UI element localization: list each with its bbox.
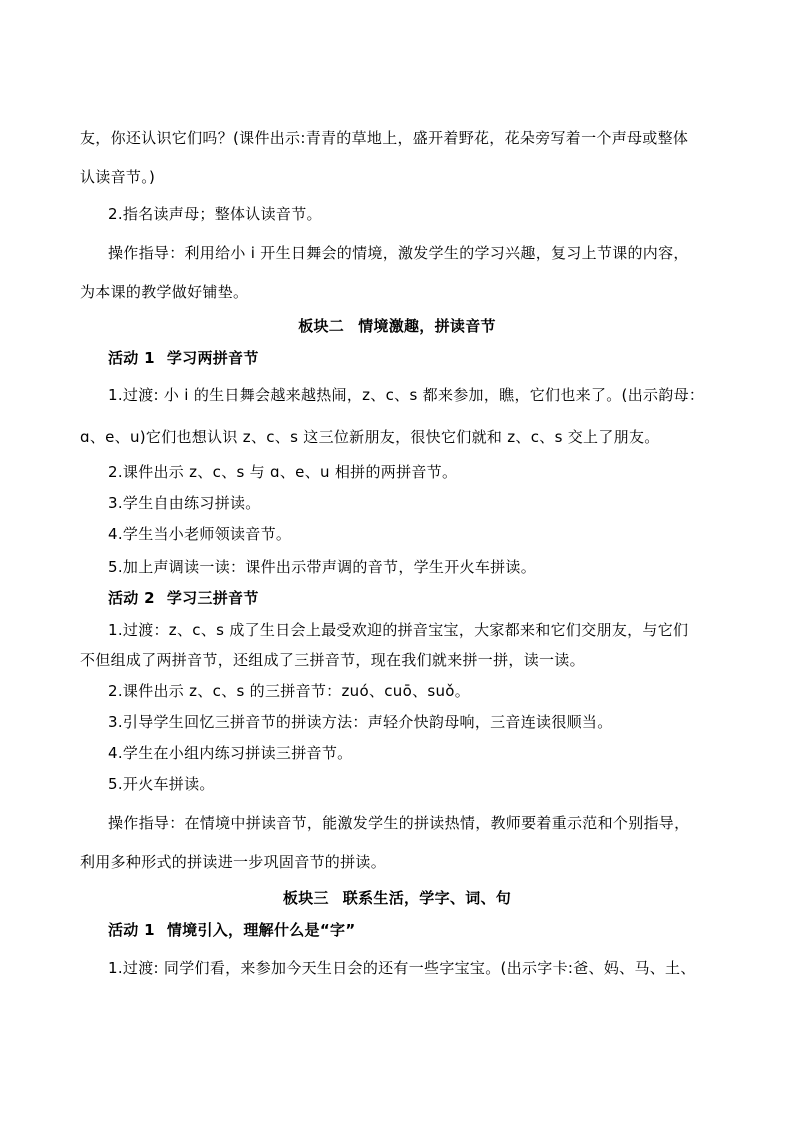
paragraph-line: ɑ、e、u)它们也想认识 z、c、s 这三位新朋友，很快它们就和 z、c、s 交上了朋友。 [80,428,660,446]
paragraph-line: 1.过渡: 同学们看，来参加今天生日会的还有一些字宝宝。(出示字卡:爸、妈、马、土、 [108,959,696,977]
activity-heading [108,349,259,367]
paragraph-line: 认读音节。) [80,168,156,186]
list-item: 3.引导学生回忆三拼音节的拼读方法：声轻介快韵母响，三音连读很顺当。 [108,713,613,731]
paragraph-line: 1.过渡：z、c、s 成了生日会上最受欢迎的拼音宝宝，大家都来和它们交朋友，与它们 [108,621,689,639]
activity-title: 学习三拼音节 [166,589,259,607]
guidance-line: 操作指导：在情境中拼读音节，能激发学生的拼读热情，教师要着重示范和个别指导， [108,814,690,832]
guidance-line: 利用多种形式的拼读进一步巩固音节的拼读。 [80,853,387,871]
section-label: 板块三 [282,889,329,907]
section-heading-2 [0,317,794,335]
list-item: 5.开火车拼读。 [108,775,215,793]
guidance-line: 为本课的教学做好铺垫。 [80,283,249,301]
list-item: 4.学生当小老师领读音节。 [108,525,292,543]
activity-heading [108,921,355,939]
activity-heading [108,589,259,607]
paragraph-line: 1.过渡: 小 i 的生日舞会越来越热闹，z、c、s 都来参加，瞧，它们也来了。(出示韵母： [108,386,705,404]
list-item: 2.课件出示 z、c、s 与 ɑ、e、u 相拼的两拼音节。 [108,463,458,481]
activity-title: 情境引入，理解什么是“字” [166,921,356,939]
section-heading-3 [0,889,794,907]
activity-label: 活动 2 [108,589,155,607]
activity-label: 活动 1 [108,921,155,939]
list-item: 4.学生在小组内练习拼读三拼音节。 [108,744,353,762]
activity-title: 学习两拼音节 [166,349,259,367]
section-title: 联系生活，学字、词、句 [342,889,512,907]
paragraph-line: 友，你还认识它们吗？(课件出示:青青的草地上，盛开着野花，花朵旁写着一个声母或整体 [80,129,689,147]
paragraph-line: 不但组成了两拼音节，还组成了三拼音节，现在我们就来拼一拼，读一读。 [80,651,585,669]
section-label: 板块二 [298,317,345,335]
paragraph-line: 2.指名读声母；整体认读音节。 [108,205,322,223]
list-item: 2.课件出示 z、c、s 的三拼音节：zuó、cuō、suǒ。 [108,682,471,700]
list-item: 5.加上声调读一读：课件出示带声调的音节，学生开火车拼读。 [108,558,537,576]
guidance-line: 操作指导：利用给小 i 开生日舞会的情境，激发学生的学习兴趣，复习上节课的内容， [108,244,689,262]
list-item: 3.学生自由练习拼读。 [108,494,261,512]
section-title: 情境激趣，拼读音节 [358,317,496,335]
activity-label: 活动 1 [108,349,155,367]
